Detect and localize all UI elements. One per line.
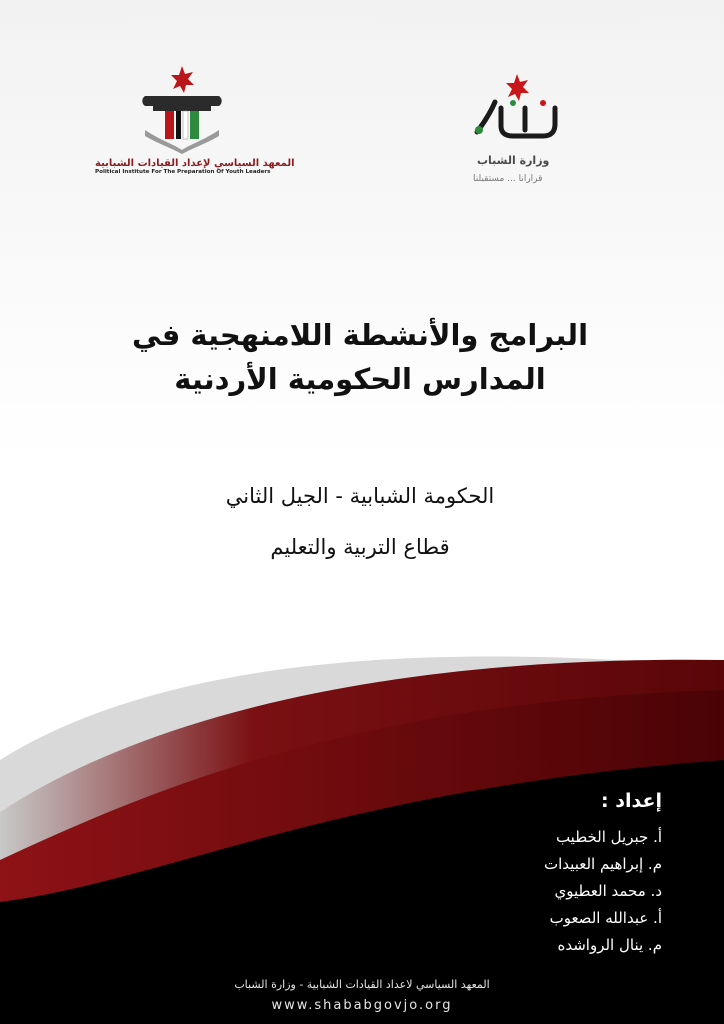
credits-heading: إعداد :	[601, 790, 662, 812]
author-5: م. ينال الرواشده	[557, 936, 662, 954]
institute-logo	[95, 62, 295, 187]
author-4: أ. عبدالله الصعوب	[549, 909, 662, 927]
document-subtitle-line-1: الحكومة الشبابية - الجيل الثاني	[225, 484, 495, 508]
institute-name-arabic: المعهد السياسي لإعداد القيادات الشبابية	[95, 158, 295, 169]
author-1: أ. جبريل الخطيب	[555, 828, 662, 846]
institute-emblem-icon	[95, 62, 270, 154]
ministry-emblem-icon	[455, 72, 585, 144]
footer-website[interactable]: www.shababgovjo.org	[271, 998, 453, 1013]
author-3: د. محمد العطيوي	[554, 882, 662, 900]
author-2: م. إبراهيم العبيدات	[544, 855, 662, 873]
institute-name-english: Political Institute For The Preparation Of Youth Leaders	[95, 169, 271, 175]
ministry-slogan: قرارانا ... مستقبلنا	[473, 174, 543, 184]
ministry-logo	[455, 72, 585, 197]
document-title-line-1: البرامج والأنشطة اللامنهجية في	[131, 318, 589, 352]
document-subtitle-line-2: قطاع التربية والتعليم	[270, 535, 450, 559]
footer-publisher: المعهد السياسي لاعداد القيادات الشبابية - وزارة الشباب	[234, 978, 490, 991]
ministry-name: وزارة الشباب	[477, 154, 550, 167]
document-title-line-2: المدارس الحكومية الأردنية	[174, 362, 546, 396]
